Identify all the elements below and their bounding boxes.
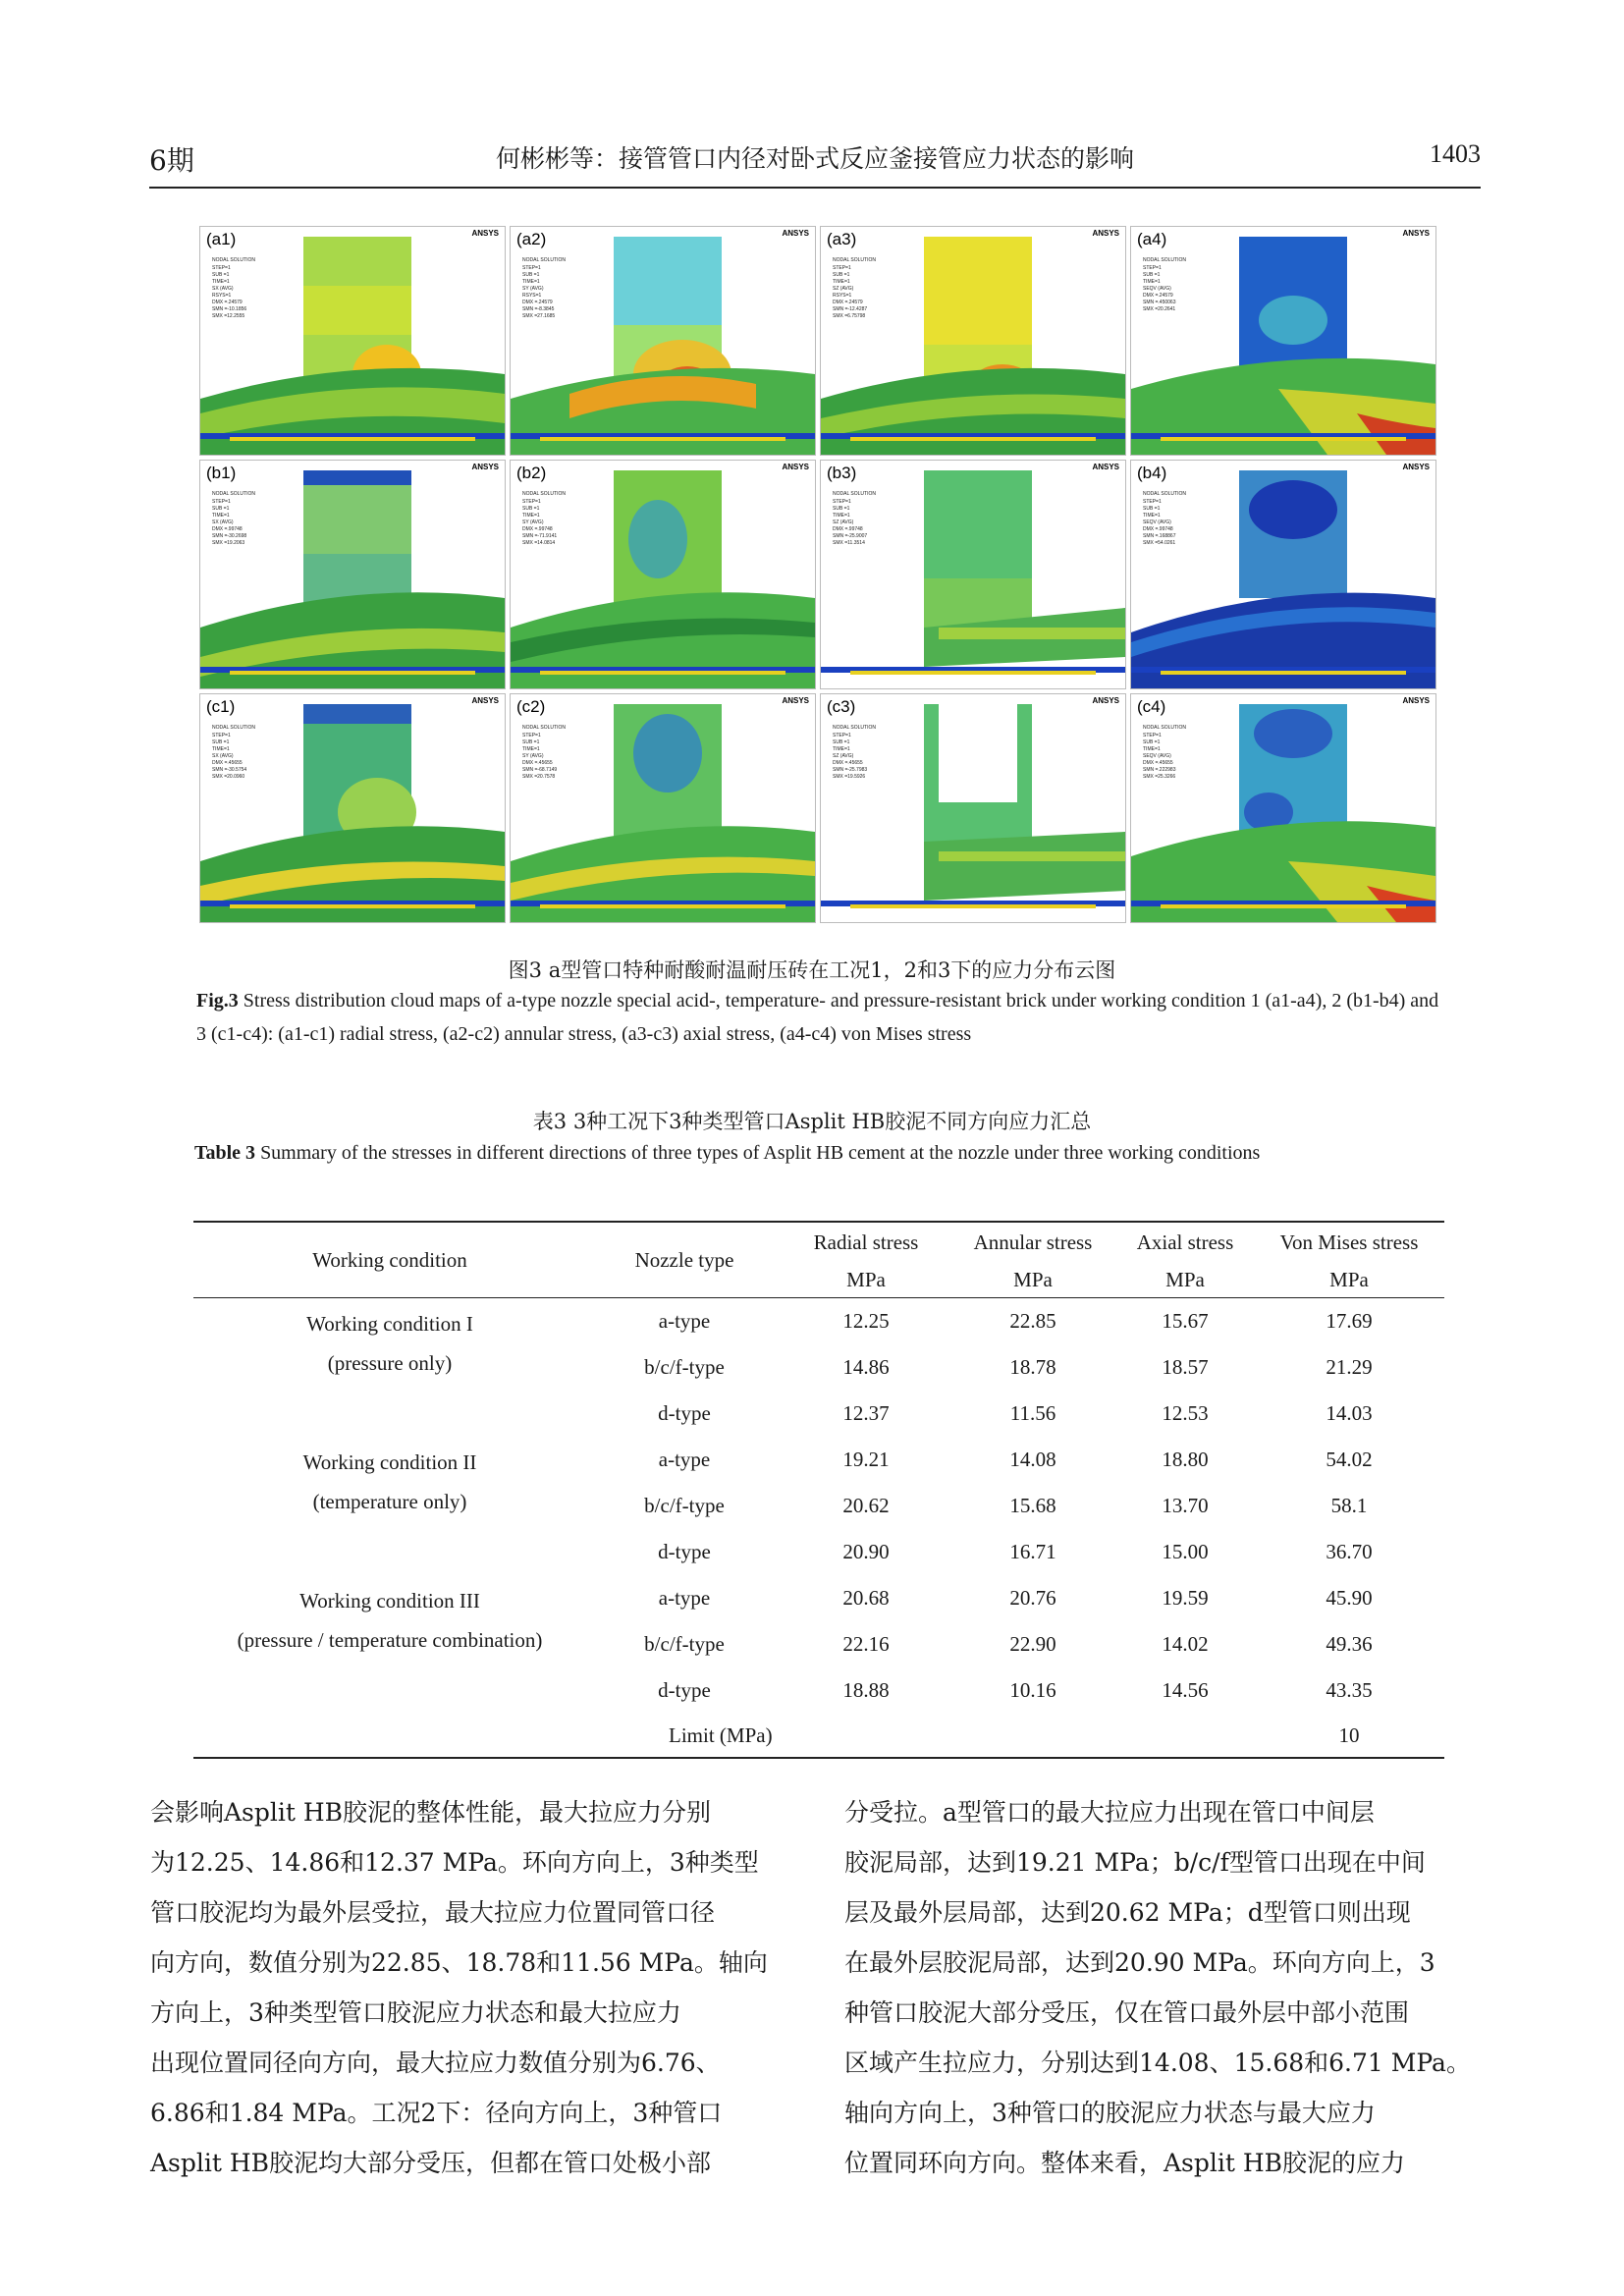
text-line: 方向上，3种类型管口胶泥应力状态和最大拉应力 [150,1998,681,2027]
svg-text:SZ (AVG): SZ (AVG) [833,286,854,292]
text-line: 分受拉。a型管口的最大拉应力出现在管口中间层 [844,1798,1375,1827]
text-line: 位置同环向方向。整体来看，Asplit HB胶泥的应力 [844,2149,1406,2177]
svg-text:SUB =1: SUB =1 [212,506,230,512]
axial-cell: 14.56 [1162,1678,1209,1702]
axial-cell: 19.59 [1162,1586,1209,1610]
condition-name: Working condition II [302,1450,477,1474]
svg-text:SMN =.168867: SMN =.168867 [1143,533,1176,539]
limit-value: 10 [1254,1714,1444,1758]
table-row [193,1437,1444,1483]
svg-text:SMX =11.3514: SMX =11.3514 [833,540,865,546]
text-line: 种管口胶泥大部分受压，仅在管口最外层中部小范围 [844,1998,1410,2027]
stress-summary-table [193,1221,1444,1759]
header-unit: MPa [949,1262,1116,1298]
running-title: 何彬彬等：接管管口内径对卧式反应釜接管应力状态的影响 [495,144,1134,173]
annular-cell: 18.78 [1009,1355,1056,1379]
von-mises-cell: 54.02 [1326,1448,1373,1471]
svg-text:SEQV (AVG): SEQV (AVG) [1143,753,1171,759]
axial-cell: 12.53 [1162,1401,1209,1425]
svg-text:SMN =-10.1856: SMN =-10.1856 [212,306,247,312]
svg-text:SMX =20.0960: SMX =20.0960 [212,774,245,780]
svg-text:STEP=1: STEP=1 [1143,265,1162,271]
ansys-logo: ANSYS [1092,696,1119,705]
radial-cell: 12.25 [842,1309,890,1333]
svg-text:TIME=1: TIME=1 [1143,746,1161,752]
contour-image-c4 [1131,694,1435,922]
table-row [193,1575,1444,1621]
contour-image-b2 [511,461,815,688]
radial-cell: 20.90 [842,1540,890,1563]
svg-text:NODAL SOLUTION: NODAL SOLUTION [522,725,566,731]
figure-caption-label: Fig.3 [196,990,239,1011]
panel-label: (b3) [827,464,857,482]
svg-text:SMN =-30.2698: SMN =-30.2698 [212,533,247,539]
svg-text:DMX =.99748: DMX =.99748 [1143,526,1173,532]
svg-text:SZ (AVG): SZ (AVG) [833,753,854,759]
text-line: 在最外层胶泥局部，达到20.90 MPa。环向方向上，3 [844,1948,1435,1977]
svg-text:TIME=1: TIME=1 [522,513,540,519]
condition-cell [193,1437,586,1575]
svg-text:NODAL SOLUTION: NODAL SOLUTION [212,491,255,497]
svg-text:DMX =.45655: DMX =.45655 [1143,760,1173,766]
radial-cell: 20.62 [842,1494,890,1517]
panel-label: (b2) [516,464,547,482]
svg-text:SY (AVG): SY (AVG) [522,286,544,292]
panel-b4 [1130,460,1436,689]
table-row [193,1298,1444,1345]
svg-text:RSYS=1: RSYS=1 [522,293,542,299]
annular-cell: 22.90 [1009,1632,1056,1656]
svg-text:NODAL SOLUTION: NODAL SOLUTION [212,257,255,263]
contour-image-a4 [1131,227,1435,455]
panel-b1 [199,460,506,689]
svg-text:STEP=1: STEP=1 [833,499,851,505]
svg-text:TIME=1: TIME=1 [212,513,230,519]
header-axial: Axial stress [1116,1222,1254,1262]
svg-text:SMX =6.75798: SMX =6.75798 [833,313,866,319]
table-caption-en [194,1137,1443,1170]
text-line: 层及最外层局部，达到20.62 MPa；d型管口则出现 [844,1898,1411,1927]
svg-text:STEP=1: STEP=1 [212,499,231,505]
contour-image-b3 [821,461,1125,688]
svg-text:DMX =.99748: DMX =.99748 [833,526,863,532]
svg-text:DMX =.24579: DMX =.24579 [212,300,243,305]
svg-text:SEQV (AVG): SEQV (AVG) [1143,286,1171,292]
svg-text:TIME=1: TIME=1 [833,279,850,285]
svg-text:SMN =-8.3845: SMN =-8.3845 [522,306,555,312]
svg-text:SMX =12.2555: SMX =12.2555 [212,313,245,319]
svg-text:SX (AVG): SX (AVG) [212,286,234,292]
svg-text:STEP=1: STEP=1 [522,265,541,271]
svg-text:STEP=1: STEP=1 [212,265,231,271]
nozzle-type-cell: b/c/f-type [644,1494,725,1517]
panel-a4 [1130,226,1436,456]
svg-text:SMN =.222983: SMN =.222983 [1143,767,1176,773]
ansys-logo: ANSYS [1402,463,1430,471]
svg-text:SMN =-68.7149: SMN =-68.7149 [522,767,558,773]
ansys-logo: ANSYS [1092,463,1119,471]
condition-note: (pressure / temperature combination) [237,1628,543,1652]
text-line: 会影响Asplit HB胶泥的整体性能，最大拉应力分别 [150,1798,712,1827]
svg-text:SUB =1: SUB =1 [522,739,540,745]
svg-text:TIME=1: TIME=1 [833,513,850,519]
nozzle-type-cell: a-type [658,1586,711,1610]
radial-cell: 19.21 [842,1448,890,1471]
annular-cell: 10.16 [1009,1678,1056,1702]
svg-text:SMN =-25.7983: SMN =-25.7983 [833,767,868,773]
svg-text:SY (AVG): SY (AVG) [522,753,544,759]
svg-text:SX (AVG): SX (AVG) [212,519,234,525]
svg-text:SMN =-25.9007: SMN =-25.9007 [833,533,868,539]
contour-image-a3 [821,227,1125,455]
von-mises-cell: 45.90 [1326,1586,1373,1610]
panel-label: (a3) [827,230,857,248]
ansys-logo: ANSYS [782,229,809,238]
svg-text:DMX =.45655: DMX =.45655 [522,760,553,766]
svg-text:STEP=1: STEP=1 [1143,499,1162,505]
nozzle-type-cell: a-type [658,1448,711,1471]
svg-text:DMX =.24579: DMX =.24579 [1143,293,1173,299]
page-number: 1403 [1430,139,1481,168]
contour-image-a1 [200,227,505,455]
stress-contour-figure [199,226,1435,929]
svg-text:TIME=1: TIME=1 [212,746,230,752]
svg-text:DMX =.99748: DMX =.99748 [212,526,243,532]
header-von-mises: Von Mises stress [1254,1222,1444,1262]
svg-text:NODAL SOLUTION: NODAL SOLUTION [212,725,255,731]
svg-text:SMX =14.0814: SMX =14.0814 [522,540,556,546]
svg-text:STEP=1: STEP=1 [833,265,851,271]
von-mises-cell: 58.1 [1330,1494,1368,1517]
contour-image-b4 [1131,461,1435,688]
panel-b2 [510,460,816,689]
header-nozzle-type: Nozzle type [586,1222,783,1298]
svg-text:SMX =27.1685: SMX =27.1685 [522,313,556,319]
von-mises-cell: 49.36 [1326,1632,1373,1656]
annular-cell: 11.56 [1009,1401,1056,1425]
svg-text:NODAL SOLUTION: NODAL SOLUTION [522,491,566,497]
panel-c2 [510,693,816,923]
panel-label: (c2) [516,697,546,716]
svg-text:NODAL SOLUTION: NODAL SOLUTION [833,725,876,731]
svg-text:SMX =19.5926: SMX =19.5926 [833,774,866,780]
panel-label: (a4) [1137,230,1167,248]
panel-label: (c4) [1137,697,1166,716]
svg-text:NODAL SOLUTION: NODAL SOLUTION [833,491,876,497]
contour-image-c3 [821,694,1125,922]
header-unit: MPa [783,1262,949,1298]
svg-text:DMX =.24579: DMX =.24579 [522,300,553,305]
svg-text:NODAL SOLUTION: NODAL SOLUTION [1143,257,1186,263]
panel-label: (c1) [206,697,236,716]
annular-cell: 16.71 [1009,1540,1056,1563]
svg-text:TIME=1: TIME=1 [833,746,850,752]
panel-label: (c3) [827,697,856,716]
figure-caption-text: Stress distribution cloud maps of a-type nozzle special acid-, temperature- and pressure-resistant brick under working condition 1 (a1-a4), 2 (b1-b4) and 3 (c1-c4): (a1-c1) radial stress, (a2-c2) annular stress, (a3-c3) axial stress, (a4-c4) von Mises stress [196,990,1439,1045]
figure-caption-en [196,984,1443,1051]
axial-cell: 15.67 [1162,1309,1209,1333]
svg-text:RSYS=1: RSYS=1 [833,293,852,299]
svg-text:SUB =1: SUB =1 [833,739,850,745]
contour-image-c2 [511,694,815,922]
ansys-logo: ANSYS [1402,229,1430,238]
svg-text:SUB =1: SUB =1 [833,506,850,512]
panel-a2 [510,226,816,456]
condition-name: Working condition I [306,1312,473,1336]
svg-text:SUB =1: SUB =1 [1143,272,1161,278]
nozzle-type-cell: d-type [658,1540,711,1563]
radial-cell: 14.86 [842,1355,890,1379]
svg-text:DMX =.45655: DMX =.45655 [833,760,863,766]
nozzle-type-cell: b/c/f-type [644,1355,725,1379]
header-unit: MPa [1254,1262,1444,1298]
svg-text:SZ (AVG): SZ (AVG) [833,519,854,525]
radial-cell: 18.88 [842,1678,890,1702]
contour-image-c1 [200,694,505,922]
svg-text:NODAL SOLUTION: NODAL SOLUTION [833,257,876,263]
radial-cell: 12.37 [842,1401,890,1425]
svg-text:SMN =-71.9141: SMN =-71.9141 [522,533,558,539]
panel-a3 [820,226,1126,456]
issue-number: 6期 [149,144,194,177]
svg-text:SUB =1: SUB =1 [212,739,230,745]
von-mises-cell: 21.29 [1326,1355,1373,1379]
condition-cell [193,1298,586,1438]
axial-cell: 14.02 [1162,1632,1209,1656]
ansys-logo: ANSYS [782,463,809,471]
condition-name: Working condition III [299,1589,480,1613]
svg-text:DMX =.24579: DMX =.24579 [833,300,863,305]
header-unit: MPa [1116,1262,1254,1298]
radial-cell: 22.16 [842,1632,890,1656]
table-caption-cn: 表3 3种工况下3种类型管口Asplit HB胶泥不同方向应力汇总 [532,1110,1092,1133]
von-mises-cell: 36.70 [1326,1540,1373,1563]
von-mises-cell: 14.03 [1326,1401,1373,1425]
svg-text:SMN =.450063: SMN =.450063 [1143,300,1176,305]
svg-text:NODAL SOLUTION: NODAL SOLUTION [522,257,566,263]
nozzle-type-cell: b/c/f-type [644,1632,725,1656]
header-radial: Radial stress [783,1222,949,1262]
ansys-logo: ANSYS [1402,696,1430,705]
von-mises-cell: 17.69 [1326,1309,1373,1333]
svg-text:DMX =.99748: DMX =.99748 [522,526,553,532]
panel-label: (a2) [516,230,547,248]
panel-a1 [199,226,506,456]
svg-text:SUB =1: SUB =1 [212,272,230,278]
annular-cell: 22.85 [1009,1309,1056,1333]
radial-cell: 20.68 [842,1586,890,1610]
svg-text:SMX =20.7578: SMX =20.7578 [522,774,556,780]
panel-c3 [820,693,1126,923]
body-column-right [844,1787,1487,2188]
svg-text:TIME=1: TIME=1 [1143,279,1161,285]
panel-label: (a1) [206,230,237,248]
svg-text:TIME=1: TIME=1 [1143,513,1161,519]
text-line: 轴向方向上，3种管口的胶泥应力状态与最大应力 [844,2099,1376,2127]
annular-cell: 14.08 [1009,1448,1056,1471]
svg-text:SUB =1: SUB =1 [1143,506,1161,512]
panel-b3 [820,460,1126,689]
svg-text:TIME=1: TIME=1 [212,279,230,285]
header-annular: Annular stress [949,1222,1116,1262]
axial-cell: 18.80 [1162,1448,1209,1471]
svg-text:SEQV (AVG): SEQV (AVG) [1143,519,1171,525]
contour-image-a2 [511,227,815,455]
svg-text:STEP=1: STEP=1 [522,733,541,738]
condition-note: (temperature only) [312,1490,467,1513]
svg-text:SMN =-12.4287: SMN =-12.4287 [833,306,868,312]
text-line: Asplit HB胶泥均大部分受压，但都在管口处极小部 [150,2149,712,2177]
panel-label: (b1) [206,464,237,482]
svg-text:STEP=1: STEP=1 [1143,733,1162,738]
axial-cell: 18.57 [1162,1355,1209,1379]
text-line: 胶泥局部，达到19.21 MPa；b/c/f型管口出现在中间 [844,1848,1426,1877]
svg-text:SY (AVG): SY (AVG) [522,519,544,525]
table-caption-label: Table 3 [194,1142,256,1164]
nozzle-type-cell: d-type [658,1678,711,1702]
panel-label: (b4) [1137,464,1167,482]
text-line: 管口胶泥均为最外层受拉，最大拉应力位置同管口径 [150,1898,716,1927]
text-line: 为12.25、14.86和12.37 MPa。环向方向上，3种类型 [150,1848,759,1877]
svg-text:SMX =20.2641: SMX =20.2641 [1143,306,1176,312]
svg-text:SUB =1: SUB =1 [522,506,540,512]
text-line: 向方向，数值分别为22.85、18.78和11.56 MPa。轴向 [150,1948,768,1977]
svg-text:NODAL SOLUTION: NODAL SOLUTION [1143,725,1186,731]
header-working-condition: Working condition [193,1222,586,1298]
svg-text:NODAL SOLUTION: NODAL SOLUTION [1143,491,1186,497]
svg-text:SUB =1: SUB =1 [1143,739,1161,745]
svg-text:STEP=1: STEP=1 [212,733,231,738]
body-column-left [150,1787,792,2188]
annular-cell: 20.76 [1009,1586,1056,1610]
text-line: 6.86和1.84 MPa。工况2下：径向方向上，3种管口 [150,2099,723,2127]
panel-c1 [199,693,506,923]
contour-image-b1 [200,461,505,688]
axial-cell: 15.00 [1162,1540,1209,1563]
svg-text:SMX =54.0261: SMX =54.0261 [1143,540,1176,546]
svg-text:TIME=1: TIME=1 [522,279,540,285]
text-line: 区域产生拉应力，分别达到14.08、15.68和6.71 MPa。 [844,2049,1471,2077]
ansys-logo: ANSYS [782,696,809,705]
ansys-logo: ANSYS [471,696,499,705]
text-line: 出现位置同径向方向，最大拉应力数值分别为6.76、 [150,2049,721,2077]
limit-row [193,1714,1444,1758]
svg-text:SMX =25.3266: SMX =25.3266 [1143,774,1176,780]
svg-text:RSYS=1: RSYS=1 [212,293,232,299]
nozzle-type-cell: a-type [658,1309,711,1333]
svg-text:SUB =1: SUB =1 [833,272,850,278]
nozzle-type-cell: d-type [658,1401,711,1425]
ansys-logo: ANSYS [1092,229,1119,238]
svg-text:TIME=1: TIME=1 [522,746,540,752]
svg-text:SX (AVG): SX (AVG) [212,753,234,759]
table-caption-text: Summary of the stresses in different directions of three types of Asplit HB cement at the nozzle under three working conditions [260,1142,1261,1164]
annular-cell: 15.68 [1009,1494,1056,1517]
svg-text:STEP=1: STEP=1 [522,499,541,505]
axial-cell: 13.70 [1162,1494,1209,1517]
svg-text:DMX =.45655: DMX =.45655 [212,760,243,766]
ansys-logo: ANSYS [471,229,499,238]
ansys-logo: ANSYS [471,463,499,471]
condition-note: (pressure only) [327,1351,453,1375]
svg-text:SMN =-30.5754: SMN =-30.5754 [212,767,247,773]
figure-caption-cn: 图3 a型管口特种耐酸耐温耐压砖在工况1，2和3下的应力分布云图 [508,958,1116,982]
svg-text:SMX =19.2063: SMX =19.2063 [212,540,245,546]
page-header [149,139,1481,189]
svg-text:SUB =1: SUB =1 [522,272,540,278]
von-mises-cell: 43.35 [1326,1678,1373,1702]
svg-text:STEP=1: STEP=1 [833,733,851,738]
limit-label: Limit (MPa) [586,1714,949,1758]
condition-cell [193,1575,586,1714]
panel-c4 [1130,693,1436,923]
